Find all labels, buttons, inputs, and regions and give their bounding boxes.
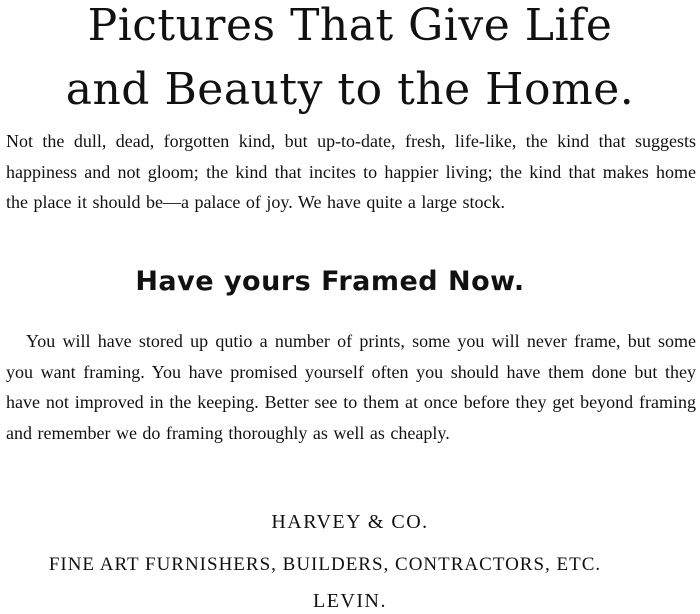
subheading: Have yours Framed Now. [135,266,525,297]
intro-paragraph: Not the dull, dead, forgotten kind, but up-to-date, fresh, life-like, the kind that suggests happiness and not gloom; the kind that incites to happier living; the kind that makes home the place it should be—a palace of joy. We have quite a large stock. [6,131,696,212]
framing-paragraph: You will have stored up qutio a number of prints, some you will never frame, but some you want framing. You have promised yourself often you should have them done but they have not improved in the keeping. Better see to them at once before they get beyond framing and remember we do framing thoroughly as well as cheaply. [6,331,696,443]
company-location: LEVIN. [313,590,387,612]
headline-line-1: Pictures That Give Life [87,0,613,51]
company-trades: FINE ART FURNISHERS, BUILDERS, CONTRACTORS, ETC. [48,554,602,575]
company-name: HARVEY & CO. [271,511,429,533]
headline-line-2: and Beauty to the Home. [65,64,635,115]
